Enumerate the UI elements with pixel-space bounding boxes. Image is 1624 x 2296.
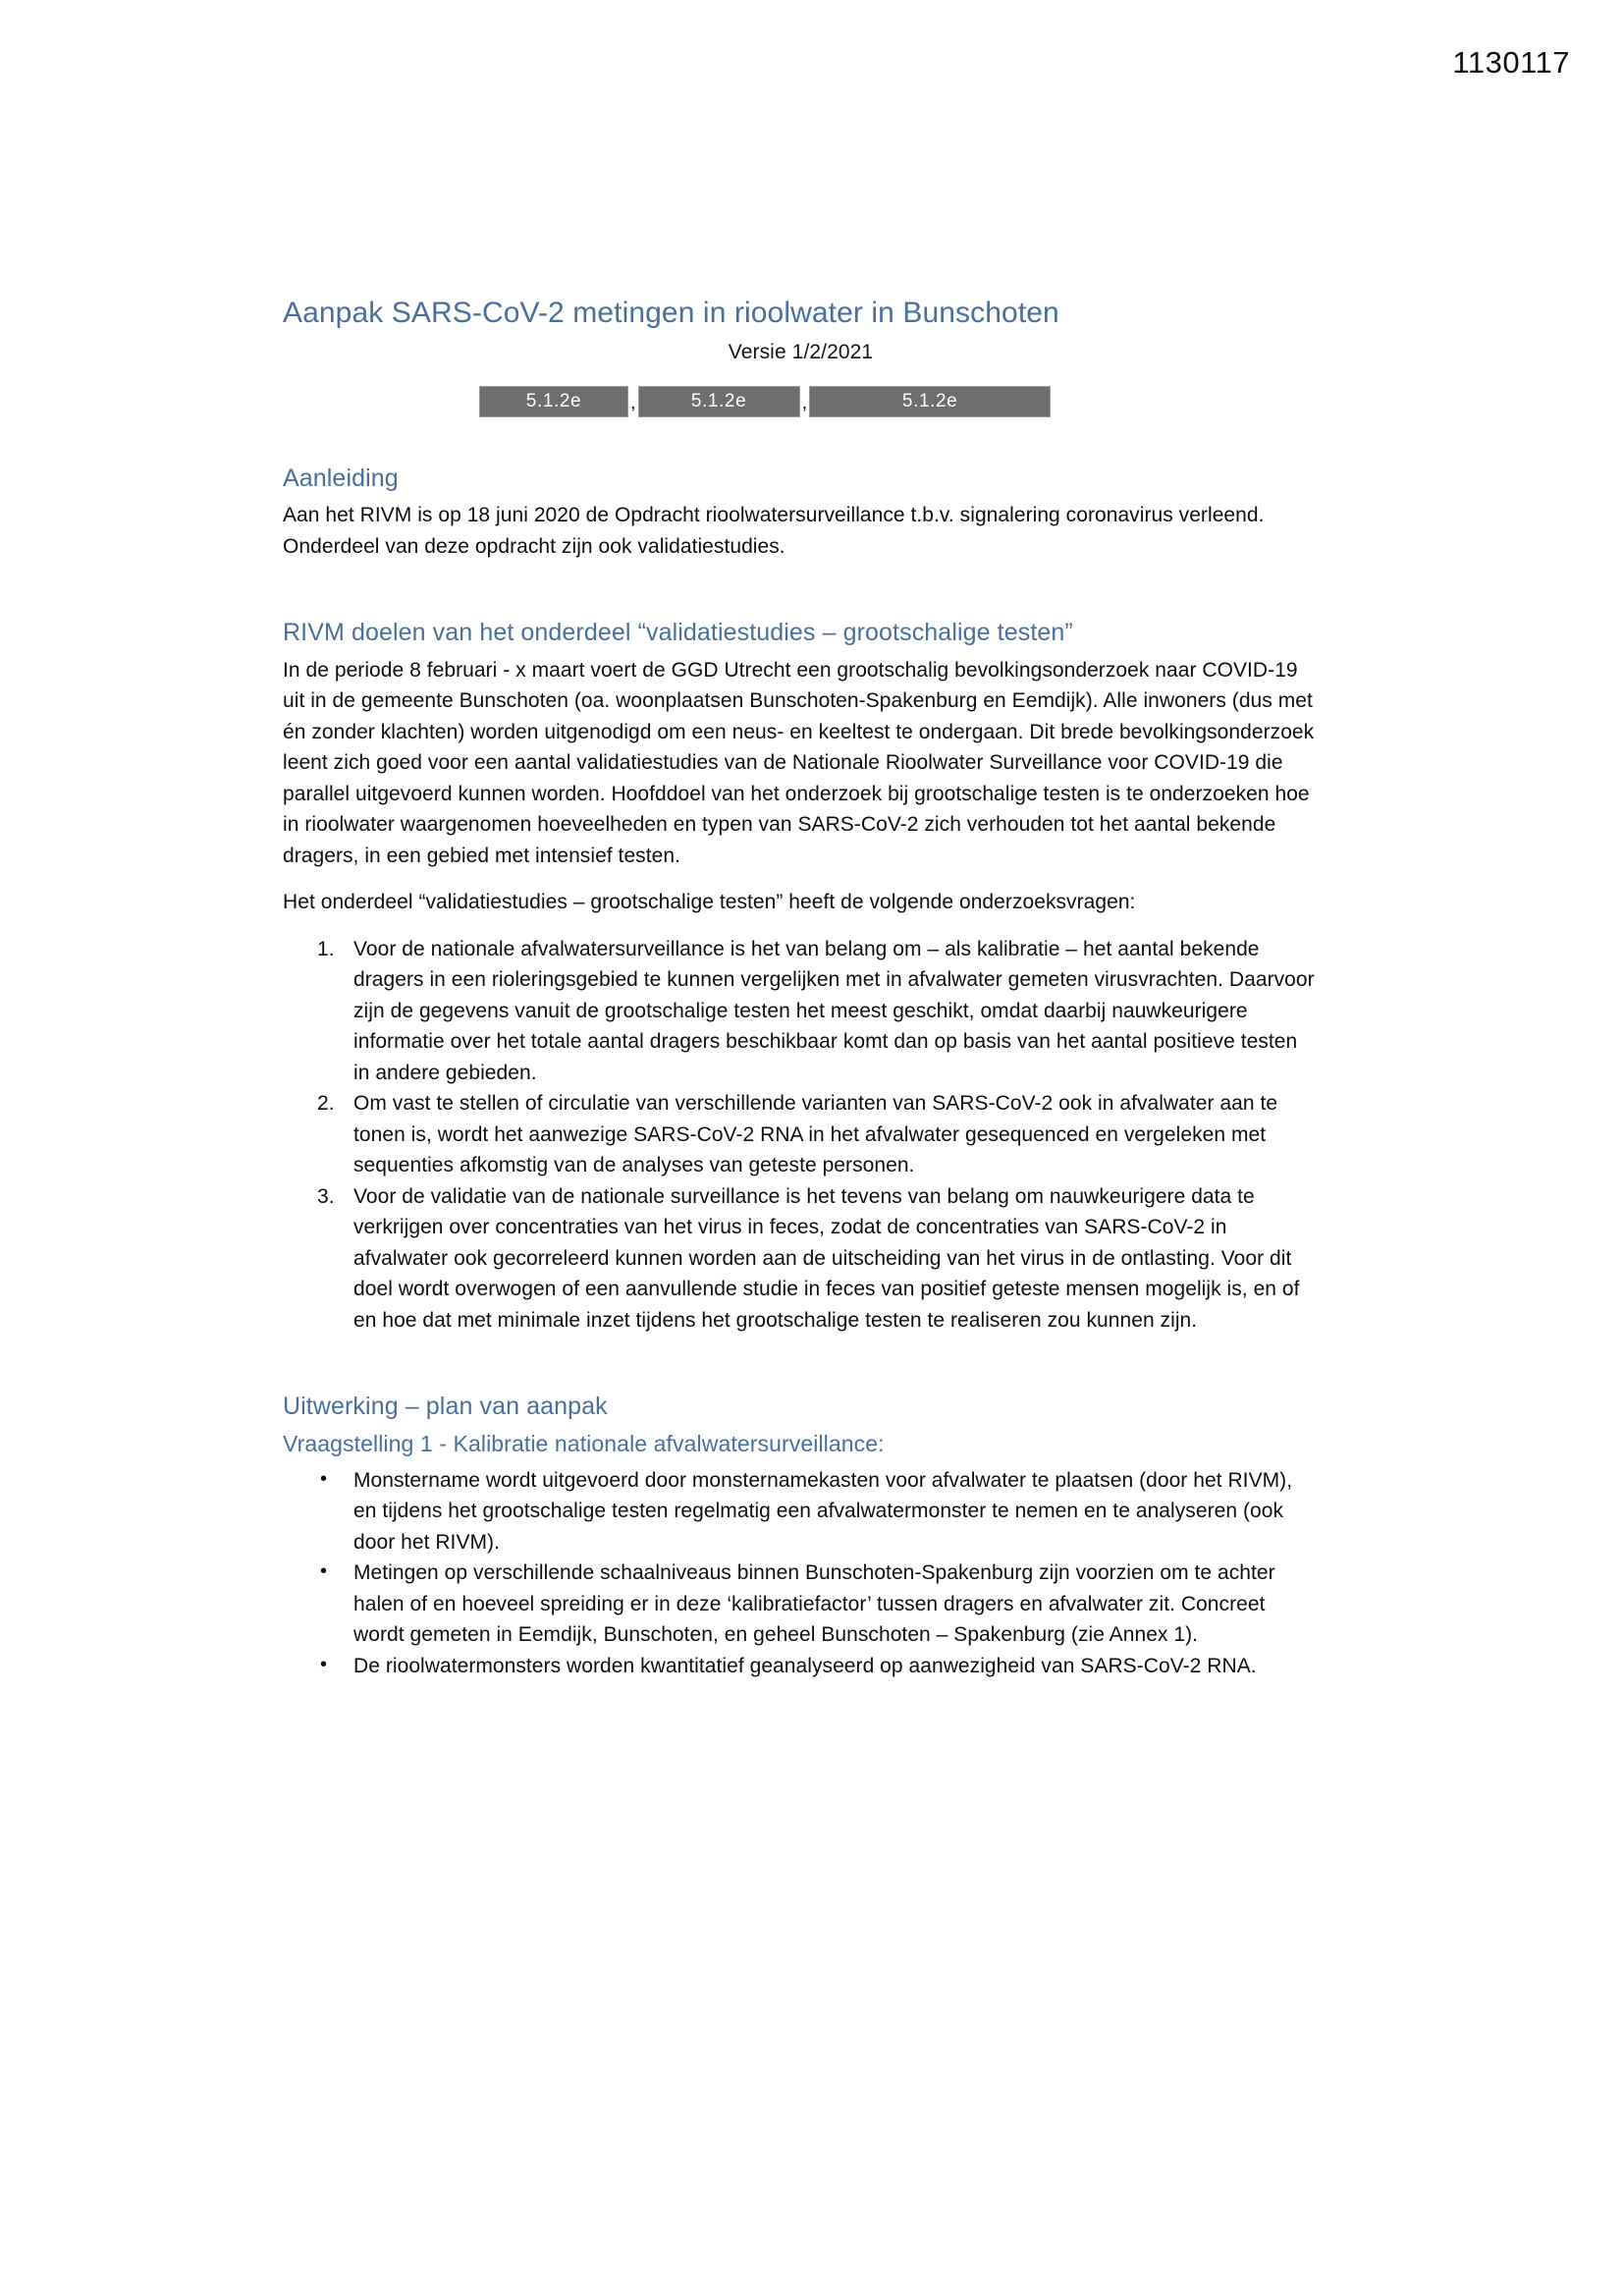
list-item-text: Om vast te stellen of circulatie van verschillende varianten van SARS-CoV-2 ook in afvalwater aan te tonen is, wordt het aanwezige SARS-CoV-2 RNA in het afvalwater gesequenced en vergeleken met sequenties afkomstig van de analyses van geteste personen. <box>353 1092 1278 1176</box>
heading-uitwerking: Uitwerking – plan van aanpak <box>283 1393 608 1420</box>
bullet-icon: • <box>320 1467 328 1490</box>
section-rivm-doelen <box>283 617 1319 1336</box>
list-item-text: De rioolwatermonsters worden kwantitatief geanalyseerd op aanwezigheid van SARS-CoV-2 RNA. <box>353 1654 1257 1677</box>
section-uitwerking <box>283 1391 1319 1681</box>
list-marker: 2. <box>317 1092 335 1115</box>
paragraph-onderzoeksvragen-intro: Het onderdeel “validatiestudies – grootschalige testen” heeft de volgende onderzoeksvragen: <box>283 891 1136 913</box>
list-item <box>283 1651 1319 1682</box>
heading-rivm-doelen: RIVM doelen van het onderdeel “validatiestudies – grootschalige testen” <box>283 619 1073 646</box>
document-version: Versie 1/2/2021 <box>728 340 874 363</box>
redaction-box-1: 5.1.2e <box>479 386 628 417</box>
uitwerking-bullet-list <box>283 1465 1319 1682</box>
list-item <box>283 1088 1319 1181</box>
redaction-row <box>283 386 1319 417</box>
page-title: Aanpak SARS-CoV-2 metingen in rioolwater in Bunschoten <box>283 297 1059 329</box>
heading-aanleiding: Aanleiding <box>283 464 399 492</box>
list-marker: 3. <box>317 1184 335 1208</box>
document-number: 1130117 <box>1452 45 1570 80</box>
section-aanleiding <box>283 463 1319 563</box>
list-marker: 1. <box>317 937 335 960</box>
bullet-icon: • <box>320 1653 328 1675</box>
list-item-text: Voor de nationale afvalwatersurveillance is het van belang om – als kalibratie – het aantal bekende dragers in een rioleringsgebied te kunnen vergelijken met in afvalwater gemeten virusvrachten. Daarvoor zijn de gegevens vanuit de grootschalige testen het meest geschikt, omdat daarbij nauwkeurigere informatie over het totale aantal dragers beschikbaar komt dan op basis van het aantal positieve testen in andere gebieden. <box>353 937 1315 1084</box>
list-item <box>283 1181 1319 1337</box>
paragraph-aanleiding: Aan het RIVM is op 18 juni 2020 de Opdracht rioolwatersurveillance t.b.v. signalering coronavirus verleend. Onderdeel van deze opdracht zijn ook validatiestudies. <box>283 504 1265 558</box>
subheading-vraagstelling-1: Vraagstelling 1 - Kalibratie nationale afvalwatersurveillance: <box>283 1430 885 1456</box>
onderzoeksvragen-list <box>283 934 1319 1337</box>
paragraph-rivm-doelen: In de periode 8 februari - x maart voert de GGD Utrecht een grootschalig bevolkingsonderzoek naar COVID-19 uit in de gemeente Bunschoten (oa. woonplaatsen Bunschoten-Spakenburg en Eemdijk). Alle inwoners (dus met én zonder klachten) worden uitgenodigd om een neus- en keeltest te ondergaan. Dit brede bevolkingsonderzoek leent zich goed voor een aantal validatiestudies van de Nationale Rioolwater Surveillance voor COVID-19 die parallel uitgevoerd kunnen worden. Hoofddoel van het onderzoek bij grootschalige testen is te onderzoeken hoe in rioolwater waargenomen hoeveelheden en typen van SARS-CoV-2 zich verhouden tot het aantal bekende dragers, in een gebied met intensief testen. <box>283 658 1315 867</box>
list-item <box>283 1465 1319 1558</box>
list-item <box>283 934 1319 1089</box>
redaction-box-2: 5.1.2e <box>638 386 800 417</box>
bullet-icon: • <box>320 1560 328 1583</box>
list-item <box>283 1558 1319 1651</box>
redaction-box-3: 5.1.2e <box>809 386 1051 417</box>
redaction-separator-1: , <box>630 391 636 413</box>
redaction-separator-2: , <box>801 391 808 413</box>
list-item-text: Monstername wordt uitgevoerd door monsternamekasten voor afvalwater te plaatsen (door het RIVM), en tijdens het grootschalige testen regelmatig een afvalwatermonster te nemen en te analyseren (ook door het RIVM). <box>353 1468 1293 1554</box>
list-item-text: Metingen op verschillende schaalniveaus binnen Bunschoten-Spakenburg zijn voorzien om te achter halen of en hoeveel spreiding er in deze ‘kalibratiefactor’ tussen dragers en afvalwater zit. Concreet wordt gemeten in Eemdijk, Bunschoten, en geheel Bunschoten – Spakenburg (zie Annex 1). <box>353 1561 1275 1647</box>
list-item-text: Voor de validatie van de nationale surveillance is het tevens van belang om nauwkeurigere data te verkrijgen over concentraties van het virus in feces, zodat de concentraties van SARS-CoV-2 in afvalwater ook gecorreleerd kunnen worden aan de uitscheiding van het virus in de ontlasting. Voor dit doel wordt overwogen of een aanvullende studie in feces van positief geteste mensen mogelijk is, en of en hoe dat met minimale inzet tijdens het grootschalige testen te realiseren zou kunnen zijn. <box>353 1184 1300 1332</box>
document-body <box>283 295 1319 1681</box>
